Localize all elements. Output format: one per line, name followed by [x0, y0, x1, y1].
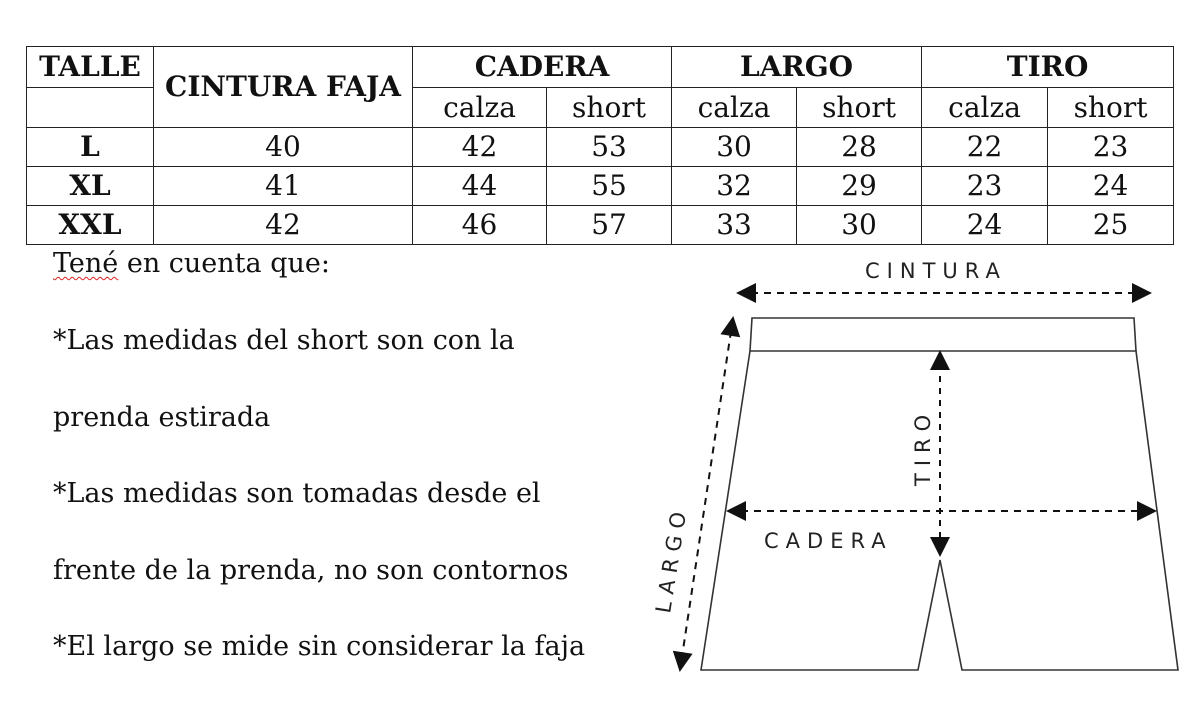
notes-intro-rest: en cuenta que: [118, 248, 330, 279]
note-line-5: *El largo se mide sin considerar la faja [53, 631, 586, 662]
cell-cintura: 41 [154, 167, 413, 206]
cintura-label: CINTURA [865, 259, 1007, 283]
notes-intro-word: Tené [53, 248, 119, 279]
cell-cadera-calza: 42 [413, 128, 547, 167]
cell-largo-calza: 30 [672, 128, 797, 167]
cell-cintura: 42 [154, 206, 413, 245]
header-cintura-faja: CINTURA FAJA [154, 47, 413, 128]
note-line-2: prenda estirada [53, 402, 271, 433]
largo-label: LARGO [651, 503, 692, 615]
header-largo: LARGO [672, 47, 922, 88]
note-line-4: frente de la prenda, no son contornos [53, 555, 569, 586]
cell-tiro-calza: 24 [922, 206, 1048, 245]
size-label: XXL [27, 206, 154, 245]
subheader-tiro-short: short [1048, 88, 1174, 128]
cadera-label: CADERA [764, 529, 893, 553]
subheader-cadera-calza: calza [413, 88, 547, 128]
header-cadera: CADERA [413, 47, 672, 88]
cell-largo-short: 28 [797, 128, 922, 167]
subheader-largo-short: short [797, 88, 922, 128]
subheader-largo-calza: calza [672, 88, 797, 128]
header-tiro: TIRO [922, 47, 1174, 88]
size-label: XL [27, 167, 154, 206]
cell-tiro-calza: 22 [922, 128, 1048, 167]
note-line-3: *Las medidas son tomadas desde el [53, 478, 541, 509]
tiro-label: TIRO [911, 407, 935, 486]
header-talle: TALLE [27, 47, 154, 88]
size-label: L [27, 128, 154, 167]
largo-arrow [680, 318, 733, 670]
cell-largo-calza: 32 [672, 167, 797, 206]
cell-largo-short: 30 [797, 206, 922, 245]
cell-cadera-short: 57 [547, 206, 672, 245]
note-line-1: *Las medidas del short son con la [53, 325, 515, 356]
cell-tiro-short: 24 [1048, 167, 1174, 206]
subheader-tiro-calza: calza [922, 88, 1048, 128]
cell-tiro-short: 25 [1048, 206, 1174, 245]
cell-tiro-short: 23 [1048, 128, 1174, 167]
subheader-cadera-short: short [547, 88, 672, 128]
cell-cadera-short: 55 [547, 167, 672, 206]
cell-cintura: 40 [154, 128, 413, 167]
cell-largo-short: 29 [797, 167, 922, 206]
cell-cadera-short: 53 [547, 128, 672, 167]
shorts-outline [701, 318, 1178, 670]
waistband [750, 318, 1136, 351]
cell-cadera-calza: 46 [413, 206, 547, 245]
cell-tiro-calza: 23 [922, 167, 1048, 206]
cell-cadera-calza: 44 [413, 167, 547, 206]
cell-largo-calza: 33 [672, 206, 797, 245]
